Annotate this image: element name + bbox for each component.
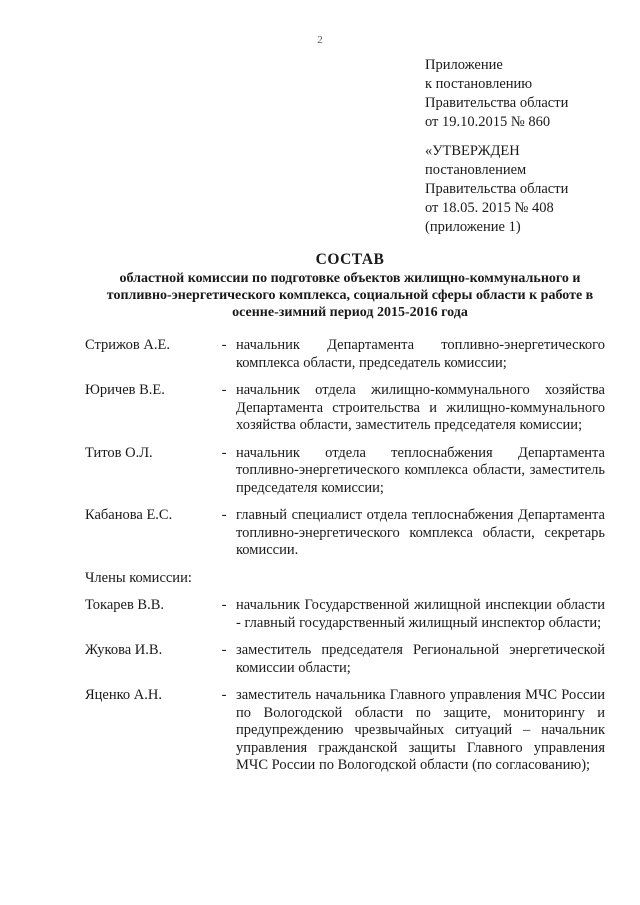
member-name: Титов О.Л.: [85, 444, 153, 461]
attachment-note: [425, 56, 625, 132]
attachment-line: Правительства области: [425, 95, 569, 111]
member-name: Жукова И.В.: [85, 642, 163, 658]
attachment-line: от 19.10.2015 № 860: [425, 114, 551, 130]
approval-line: (приложение 1): [425, 219, 521, 235]
member-row: [85, 445, 605, 498]
member-row: [85, 597, 605, 632]
member-dash: -: [221, 507, 227, 523]
member-dash: -: [221, 382, 227, 398]
member-row: [85, 642, 605, 677]
attachment-line: к постановлению: [425, 76, 533, 92]
document-subtitle-line: областной комиссии по подготовке объектов жилищно-коммунального и: [119, 271, 581, 286]
member-dash: -: [221, 597, 227, 613]
member-name: Кабанова Е.С.: [85, 507, 173, 523]
attachment-line: Приложение: [425, 57, 503, 73]
member-name: Токарев В.В.: [85, 597, 165, 613]
member-row: [85, 382, 605, 435]
member-row: [85, 507, 605, 560]
members-heading: Члены комиссии:: [85, 569, 192, 586]
member-dash: -: [221, 337, 227, 353]
member-dash: -: [221, 642, 227, 658]
document-subtitle-line: топливно-энергетического комплекса, социальной сферы области к работе в: [106, 288, 594, 303]
member-name: Яценко А.Н.: [85, 687, 163, 703]
member-role: начальник Департамента топливно-энергетического комплекса области, председатель комиссии;: [236, 337, 605, 371]
page-number: 2: [317, 34, 323, 46]
document-subtitle-line: осенне-зимний период 2015-2016 года: [232, 305, 468, 320]
approval-line: «УТВЕРЖДЕН: [425, 143, 520, 159]
document-title: СОСТАВ: [315, 251, 385, 268]
member-role: главный специалист отдела теплоснабжения Департамента топливно-энергетического комплекса области, секретарь комиссии.: [236, 507, 605, 558]
approval-line: от 18.05. 2015 № 408: [425, 200, 554, 216]
member-dash: -: [221, 444, 227, 461]
member-row: [85, 337, 605, 372]
member-role: начальник Государственной жилищной инспекции области - главный государственный жилищный инспектор области;: [236, 597, 605, 631]
member-dash: -: [221, 687, 227, 703]
approval-note: [425, 142, 625, 237]
commission-roster: [85, 337, 605, 785]
member-name: Стрижов А.Е.: [85, 337, 170, 353]
member-role: начальник отдела теплоснабжения Департамента топливно-энергетического комплекса области, заместитель председателя комиссии;: [236, 444, 605, 496]
member-role: начальник отдела жилищно-коммунального хозяйства Департамента строительства и жилищно-коммунального хозяйства области, заместитель председателя комиссии;: [236, 382, 605, 433]
member-role: заместитель начальника Главного управления МЧС России по Вологодской области по защите, мониторингу и предупреждению чрезвычайных ситуаций – начальник управления гражданской защиты Главного управления МЧС России по Вологодской области (по согласованию);: [236, 687, 605, 773]
member-role: заместитель председателя Региональной энергетической комиссии области;: [236, 642, 605, 676]
member-name: Юричев В.Е.: [85, 382, 165, 398]
approval-line: постановлением: [425, 162, 527, 178]
document-title-block: [80, 250, 620, 321]
member-row: [85, 687, 605, 775]
approval-line: Правительства области: [425, 181, 569, 197]
